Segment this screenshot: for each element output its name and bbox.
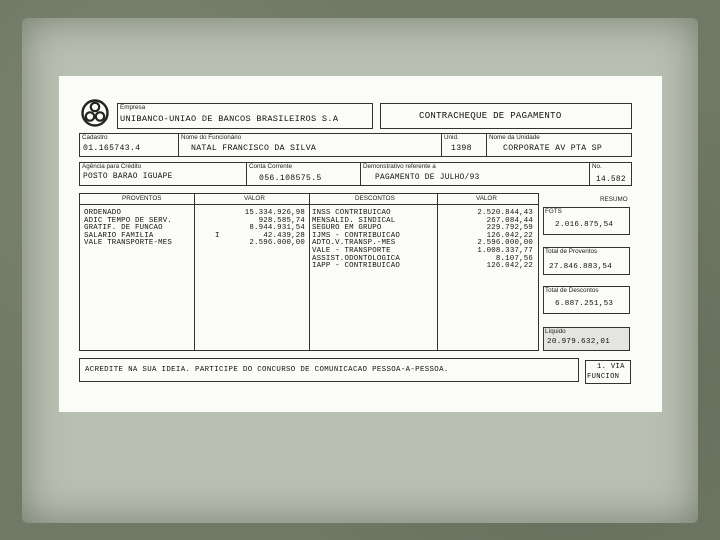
list-item: ASSIST.ODONTOLOGICA [312, 254, 401, 263]
header-proventos: PROVENTOS [122, 195, 162, 202]
header-valor-proventos: VALOR [244, 195, 265, 202]
list-item: SALARIO FAMILIA [84, 231, 154, 240]
list-item: 2.520.844,43 [477, 209, 533, 217]
total-proventos-value: 27.846.883,54 [549, 263, 613, 271]
liquido-label: Líquido [545, 328, 566, 335]
resumo-header: RESUMO [600, 196, 628, 203]
list-item: 15.334.926,98 [244, 209, 305, 217]
list-item: 2.596.000,00 [477, 239, 533, 248]
empresa-value: UNIBANCO-UNIAO DE BANCOS BRASILEIROS S.A [120, 114, 339, 124]
list-item: 42.439,28 [263, 231, 305, 240]
list-item: IJMS - CONTRIBUICAO [312, 231, 401, 240]
list-item: 229.792,59 [486, 224, 533, 233]
nome-unidade-label: Nome da Unidade [489, 134, 540, 141]
fgts-value: 2.016.875,54 [555, 221, 614, 229]
header-descontos: DESCONTOS [355, 195, 395, 202]
list-item: 1.008.337,77 [477, 246, 533, 255]
proventos-valores [219, 210, 305, 248]
list-item: VALE TRANSPORTE-MES [84, 239, 173, 248]
footer-message: ACREDITE NA SUA IDEIA. PARTICIPE DO CONCURSO DE COMUNICACAO PESSOA-A-PESSOA. [85, 366, 449, 374]
nome-funcionario-label: Nome do Funcionário [181, 134, 242, 141]
agencia-value: POSTO BARAO IGUAPE [83, 173, 173, 181]
empresa-label: Empresa [120, 104, 146, 111]
liquido-value: 20.979.632,01 [547, 338, 611, 346]
header-valor-descontos: VALOR [476, 195, 497, 202]
list-item: MENSALID. SINDICAL [312, 216, 396, 225]
list-item: 2.596.000,00 [249, 239, 305, 248]
unid-value: 1398 [451, 144, 472, 153]
via-line2: FUNCION [587, 373, 620, 381]
total-descontos-value: 6.887.251,53 [555, 300, 614, 308]
list-item: 267.084,44 [486, 216, 533, 225]
demonstrativo-label: Demonstrativo referente a [363, 163, 436, 170]
agencia-label: Agência para Crédito [82, 163, 142, 170]
demonstrativo-value: PAGAMENTO DE JULHO/93 [375, 174, 480, 182]
document-title: CONTRACHEQUE DE PAGAMENTO [419, 111, 562, 121]
cadastro-label: Cadastro [82, 134, 108, 141]
list-item: IAPP - CONTRIBUICAO [312, 262, 401, 271]
nome-unidade-value: CORPORATE AV PTA SP [503, 144, 603, 153]
conta-corrente-value: 056.108575.5 [259, 174, 322, 183]
unibanco-logo-icon [81, 98, 109, 128]
nome-funcionario-value: NATAL FRANCISCO DA SILVA [191, 144, 317, 153]
list-item: 928.585,74 [258, 216, 305, 225]
list-item: 8.944.931,54 [249, 224, 305, 233]
list-item: ADTO.V.TRANSP.-MES [312, 239, 396, 248]
no-label: No. [592, 163, 602, 170]
via-line1: 1. VIA [597, 363, 625, 371]
payslip-document [59, 76, 662, 412]
list-item: I [215, 231, 220, 240]
list-item: SEGURO EM GRUPO [312, 224, 382, 233]
list-item: VALE - TRANSPORTE [312, 246, 391, 255]
list-item: ORDENADO [84, 209, 122, 217]
list-item: ADIC TEMPO DE SERV. [84, 216, 173, 225]
unid-label: Unid. [444, 134, 459, 141]
list-item: 126.042,22 [486, 231, 533, 240]
total-descontos-label: Total de Descontos [545, 287, 599, 294]
descontos-list [312, 210, 400, 271]
list-item: GRATIF. DE FUNCAO [84, 224, 163, 233]
list-item: 8.107,56 [495, 254, 533, 263]
cadastro-value: 01.165743.4 [83, 144, 141, 153]
list-item: 126.042,22 [486, 262, 533, 271]
descontos-valores [445, 210, 533, 271]
list-item: INSS CONTRIBUICAO [312, 209, 391, 217]
total-proventos-label: Total de Proventos [545, 248, 598, 255]
conta-corrente-label: Conta Corrente [249, 163, 293, 170]
fgts-label: FGTS [545, 208, 562, 215]
no-value: 14.582 [596, 176, 626, 184]
proventos-list [84, 210, 172, 248]
